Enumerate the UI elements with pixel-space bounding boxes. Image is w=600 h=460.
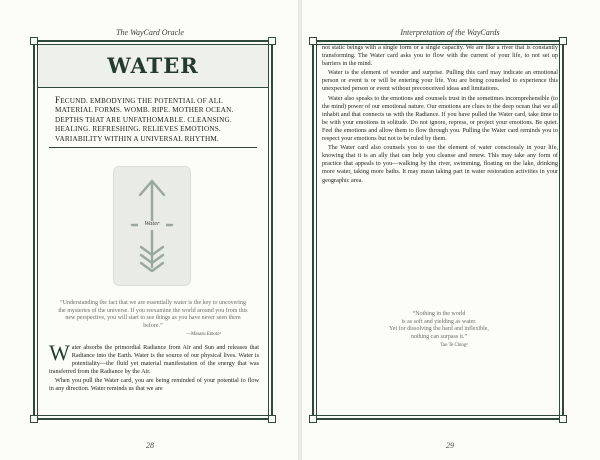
body-text <box>49 340 259 394</box>
text-frame <box>312 40 564 420</box>
card-label: Water <box>144 220 160 227</box>
paragraph: not static beings with a single form or a single capacity. We are like a river that is constantly transforming. The Water card asks you to flow with the current of your life, to not set up barriers in the mind. <box>322 44 558 68</box>
title-band <box>37 44 269 88</box>
waycard-image <box>114 167 190 285</box>
book-gutter <box>298 0 302 460</box>
quote-attribution: Tao Te Ching² <box>440 343 468 349</box>
epigraph-quote <box>57 300 249 339</box>
keywords-box <box>49 90 257 148</box>
page-number: 29 <box>446 441 454 450</box>
right-page <box>300 0 600 460</box>
paragraph: ater absorbs the primordial Radiance from Air and Sun and releases that Radiance into the Earth. Water is the source of our physical lives. Water is potentiality—the fluid yet material manifestation of the energy that was transferred from the Radiance by the Air. <box>49 344 259 375</box>
paragraph: Water is the element of wonder and surprise. Pulling this card may indicate an emotional person or event is or will be entering your life. You are being counseled to experience this unexpected person or event without preconceived ideas and limitations. <box>322 69 558 93</box>
quote-text: “Understanding the fact that we are essentially water is the key to uncovering the mysteries of the universe. If you reexamine the world around you from this new perspective, you will start to see things as you have never seen them before.” <box>58 300 248 329</box>
epigraph-quote <box>354 311 524 350</box>
quote-line: is as soft and yielding as water. <box>401 318 477 325</box>
keywords-text: FECUND. EMBODYING THE POTENTIAL OF ALL MATERIAL FORMS. WOMB. RIPE. MOTHER OCEAN. DEPTHS THAT ARE UNFATHOMABLE. CLEANSING. HEALING. REFRESHING. RELIEVES EMOTIONS. VARIABILITY WITHIN A UNIVERSAL RHYTHM. <box>55 95 234 143</box>
body-text <box>322 44 558 186</box>
quote-line: Yet for dissolving the hard and inflexible, <box>389 326 489 333</box>
paragraph: Water also speaks to the emotions and counsels trust in the sometimes incomprehensible (to the mind) power of our emotional nature. Our emotions are clues to the deep ocean that we all inhabit and that connects us with the Radiance. If you have pulled the Water card, take time to be with your emotions in solitude. Do not ignore, repress, or project your emotions. Be quiet. Feel the emotions and allow them to flow through you. Pulling the Water card reminds you to respect your emotions but not to be ruled by them. <box>322 94 558 143</box>
page-number: 28 <box>146 441 154 450</box>
quote-attribution: —Masaru Emoto¹ <box>186 332 221 338</box>
paragraph: The Water card also counsels you to use the element of water consciously in your life, knowing that it is an ally that can help you cleanse and renew. This may take any form of practice that appeals to you—walking by the river, swimming, floating on the lake, drinking more water, taking more baths. It may mean taking part in water restoration activities in your geographic area. <box>322 144 558 184</box>
running-head-left: The WayCard Oracle <box>116 28 184 37</box>
drop-cap: W <box>49 340 70 365</box>
paragraph: When you pull the Water card, you are being reminded of your potential to flow in any direction. Water reminds us that we are <box>49 377 259 392</box>
page-title: WATER <box>107 53 199 78</box>
running-head-right: Interpretation of the WayCards <box>400 28 500 37</box>
card-frame <box>33 40 273 420</box>
quote-line: “Nothing in the world <box>412 311 466 317</box>
quote-line: nothing can surpass it.” <box>410 333 468 340</box>
